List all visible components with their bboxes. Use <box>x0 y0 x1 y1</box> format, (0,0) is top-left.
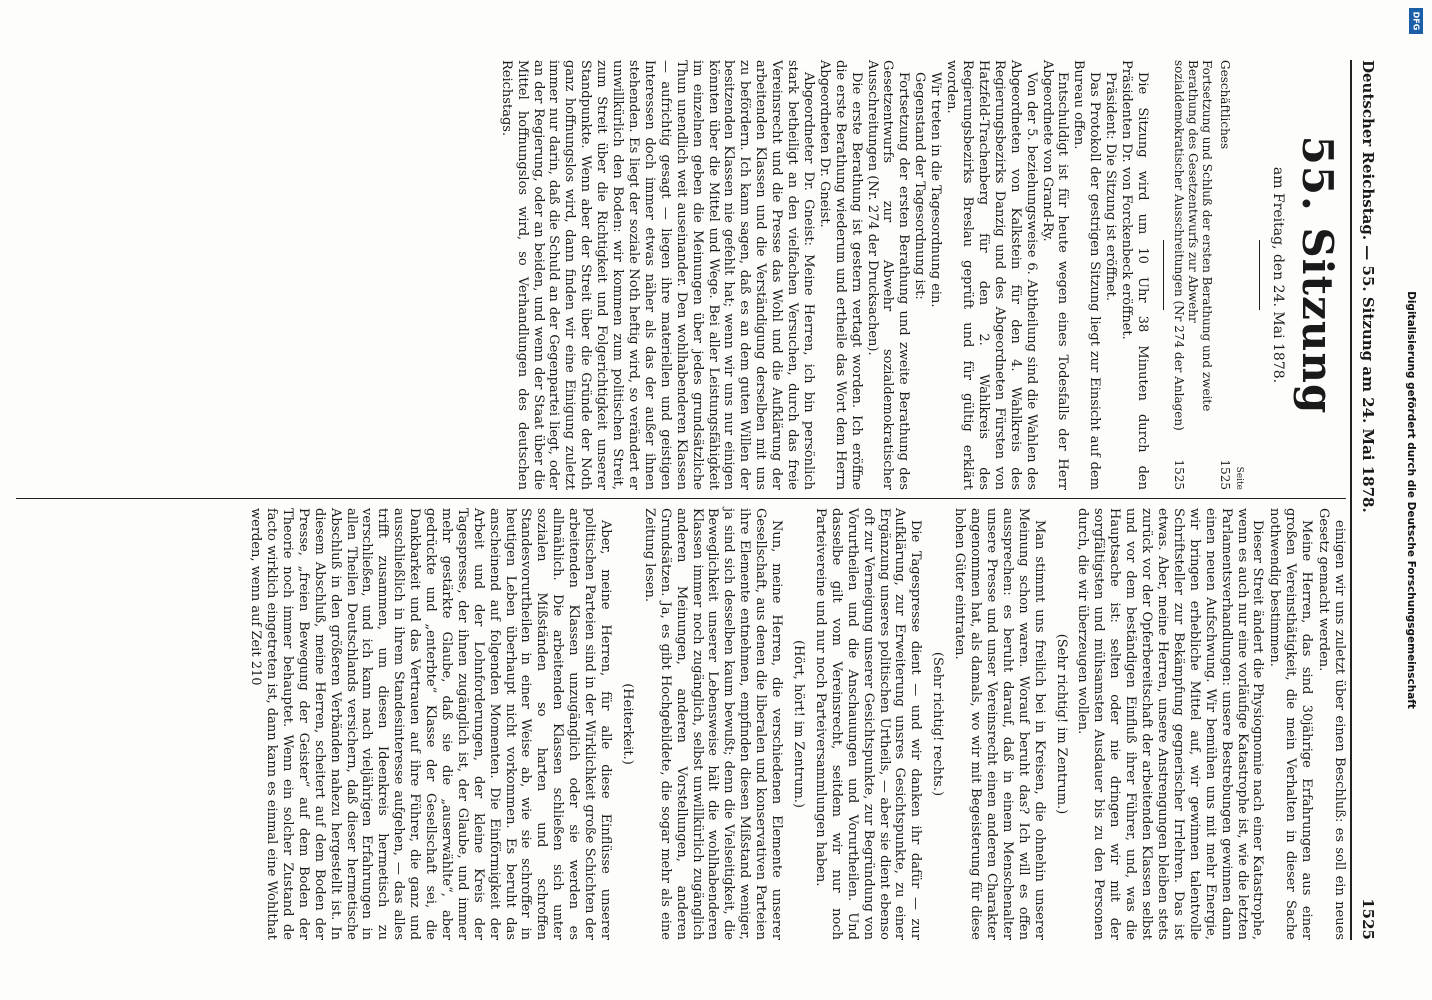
column-divider <box>16 498 1346 499</box>
running-head-title: Deutscher Reichstag. — 55. Sitzung am 24. Mai 1878. <box>1359 60 1377 513</box>
toc-entry-page: 1525 <box>1172 459 1186 490</box>
paragraph: einigen wir uns zuletzt über einen Beschluß: es soll ein neues Gesetz gemacht werden. <box>1316 508 1347 940</box>
interjection: (Sehr richtig! rechts.) <box>930 651 946 797</box>
interjection: (Heiterkeit.) <box>619 683 635 765</box>
header-rule <box>1350 60 1352 940</box>
toc-entry-text: Fortsetzung und Schluß der ersten Berathung und zweite Berathung des Gesetzentwurfs zur Abwehr sozialdemokratischer Ausschreitungen (Nr 274 der Anlagen) <box>1172 60 1214 431</box>
toc-rule <box>1163 240 1164 310</box>
dfg-logo <box>1409 8 1423 34</box>
paragraph: Wir treten in die Tagesordnung ein. <box>928 72 944 308</box>
paragraph: Aber, meine Herren, für alle diese Einflüsse unserer politischen Parteien sind in der Wirklichkeit große Schichten der arbeitenden Klassen unzugänglich oder sie werden es allmählich. Die arbeitenden Klassen schließen sich unter sozialen Mißständen so harten und schroffen Standesvorurtheilen in einer Weise ab, wie sie schroffer in heutigen Leben überhaupt nicht vorkommen. Es beruht das anscheinend auf folgenden Momenten. Die Einförmigkeit der Arbeit und der Lohnforderungen, der kleine Kreis der Tagespresse, der ihnen zugänglich ist, der Glaube, und immer mehr gestärkte Glaube, daß sie die „auserwählte“, aber gedrückte und „enterbte“ Klasse der Gesellschaft sei, die Dankbarkeit und das Vertrauen auf ihre Führer, die ganz und ausschließlich in ihrem Standesinteresse aufgehen, — das alles trifft zusammen, um diesen Ideenkreis hermetisch zu verschließen, und ich kann nach vieljährigen Erfahrungen in allen Theilen Deutschlands versichern, daß dieser hermetische Abschluß in den größeren Verbänden nahezu hergestellt ist. In diesem Abschluß, meine Herren, scheitert auf dem Boden der Presse, „freien Bewegung der Geister“ auf dem Boden der Theorie noch immer behauptet. Wenn ein solcher Zustand de facto wirklich eingetreten ist, dann kann es einmal eine Wohlthat werden, wenn auf Zeit 210 <box>248 508 614 940</box>
paragraph: Entschuldigt ist für heute wegen eines Todesfalls der Herr Abgeordnete von Grand-Ry. <box>1039 60 1071 490</box>
digitization-note-text: Digitalisierung gefördert durch die Deutsche Forschungsgemeinschaft <box>1405 291 1417 709</box>
toc-row <box>1172 60 1214 490</box>
running-head <box>1353 60 1377 940</box>
title-rule <box>1259 240 1260 310</box>
paragraph: Präsident: Die Sitzung ist eröffnet. <box>1103 72 1119 301</box>
toc-entry-text: Geschäftliches <box>1218 60 1232 150</box>
paragraph: Von der 5. beziehungsweise 6. Abtheilung sind die Wahlen des Abgeordneten von Kalkstein für den 4. Wahlkreis des Regierungsbezirks Danzig und des Abgeordneten Fürsten von Hatzfeld-Trachenberg für den 2. Wahlkreis des Regierungsbezirks Breslau geprüft und für gültig erklärt worden. <box>944 60 1039 490</box>
toc-page-header: Seite <box>1234 466 1244 490</box>
table-of-contents <box>1168 60 1244 490</box>
paragraph: Die Sitzung wird um 10 Uhr 38 Minuten durch den Präsidenten Dr. von Forckenbeck eröffnet. <box>1119 60 1150 490</box>
paragraph: Abgeordneter Dr. Gneist: Meine Herren, ich bin persönlich stark betheiligt an den vielfachen Versuchen, durch das freie Vereinsrecht und die Presse das Wohl und die Aufklärung der arbeitenden Klassen und die Verständigung derselben mit uns zu befördern. Ich kann sagen, daß es an dem guten Willen der besitzenden Klassen nie gefehlt hat; wenn wir uns nur einigen könnten über die Mittel und Wege. Bei aller Leistungsfähigkeit im einzelnen geben die Meinungen über jedes grundsätzliche Thun unendlich weit auseinander. Den wohlhabenderen Klassen — aufrichtig gesagt — liegen ihre materiellen und geistigen Interessen doch immer etwas näher als das der außer ihnen stehenden. Es liegt der soziale Noth heftig wird, so verändert er unwillkürlich den Boden: wir kommen zum politischen Streit, zum Streit über die Richtigkeit und Folgerichtigkeit unserer Standpunkte. Wenn aber der Streit über die Gründe der Noth ganz hoffnungslos wird, dann finden wir eine Einigung zuletzt immer nur darin, daß die Schuld an der Gegenpartei liegt, oder an der Regierung, oder an beiden, und wenn der Staat über die Mittel hoffnungslos wird, so Verhandlungen des deutschen Reichstags. <box>498 60 816 490</box>
toc-entry-page: 1525 <box>1218 459 1232 490</box>
dfg-logo-text: DFG <box>1411 11 1421 31</box>
paragraph: Nun, meine Herren, die verschiedenen Elemente unserer Gesellschaft, aus denen die liberalen und konservativen Parteien ihre Elemente entnehmen, empfinden diesen Mißstand weniger, ja sind sich desselben kaum bewußt; denn die Vielseitigkeit, die Beweglichkeit unserer Lebensweise hält die wohlhabenderen Klassen immer noch zugänglich, selbst unwillkürlich zugänglich anderen Meinungen, anderen Vorstellungen, anderen Grundsätzen. Ja, es gibt Hochgebildete, die sogar mehr als eine Zeitung lesen. <box>641 508 785 940</box>
interjection: (Hört, hört! im Zentrum.) <box>791 640 806 808</box>
paragraph: Die Tagespresse dient — und wir danken ihr dafür — zur Aufklärung, zur Erweiterung unsres Gesichtspunkte, zu einer Ergänzung unseres politischen Urtheils, — aber sie dient ebenso oft zur Verneigung unserer Gesichtspunkte, zur Begründung von Vorurtheilen und die Anschauungen und Vorurtheilen. Und dasselbe gilt vom Vereinsrecht, seitdem wir nur noch Parteivereine und nur noch Parteiversammlungen haben. <box>812 508 924 940</box>
interjection: (Sehr richtig! im Zentrum.) <box>1053 633 1069 815</box>
left-column-body <box>498 60 1150 490</box>
paragraph: Man stimmt uns freilich bei in Kreisen, die ohnehin unserer Meinung schon waren. Worauf beruht das? Ich will es offen aussprechen: es beruht darauf, daß in einem Menschenalter unsere Presse und unser Vereinsrecht einen anderen Charakter angenommen hat, als damals, wo wir mit Begeisterung für diese hohen Güter eintraten. <box>952 508 1047 940</box>
paragraph: Dieser Streit ändert die Physiognomie nach einer Katastrophe, wenn es auch nur eine vorläufige Katastrophe ist, wie die letzten Parlamentsverhandlungen: unsere Bestrebungen gewinnen dann einen neuen Aufschwung. Wir bemühen uns mit mehr Energie, wir bringen erhebliche Mittel auf, wir gewinnen talentvolle Schriftsteller zur Bekämpfung gegnerischer Irrlehren. Das ist etwas. Aber, meine Herren, unsere Anstrengungen bleiben stets zurück vor der Opferbereitschaft der arbeitenden Klassen selbst und vor dem beständigen Einfluß ihrer Führer, und, was die Hauptsache ist: selten oder nie dringen wir mit der sorgfältigsten und mühsamsten Ausdauer bis zu den Personen durch, die wir überzeugen wollen. <box>1075 508 1266 940</box>
session-title: 55. Sitzung <box>1293 135 1342 415</box>
paragraph: Das Protokoll der gestrigen Sitzung liegt zur Einsicht auf dem Bureau offen. <box>1071 60 1103 490</box>
page-number: 1525 <box>1359 898 1377 940</box>
right-column-body <box>246 508 1347 940</box>
digitization-note <box>1390 0 1432 1000</box>
paragraph: Fortsetzung der ersten Berathung und zweite Berathung des Gesetzentwurfs zur Abwehr sozialdemokratischer Ausschreitungen (Nr. 274 der Drucksachen). <box>864 60 912 490</box>
toc-row <box>1218 60 1232 490</box>
paragraph: Meine Herren, das sind 30jährige Erfahrungen aus einer großen Vereinsthätigkeit, die mein Verhalten in dieser Sache nothwendig bestimmen. <box>1267 508 1315 940</box>
paragraph: Die erste Berathung ist gestern vertagt worden. Ich eröffne die erste Berathung wiederum und ertheile das Wort dem Herrn Abgeordneten Dr. Gneist. <box>816 60 864 490</box>
paragraph: Gegenstand der Tagesordnung ist: <box>912 72 928 300</box>
session-date: am Freitag, den 24. Mai 1878. <box>1270 166 1286 384</box>
